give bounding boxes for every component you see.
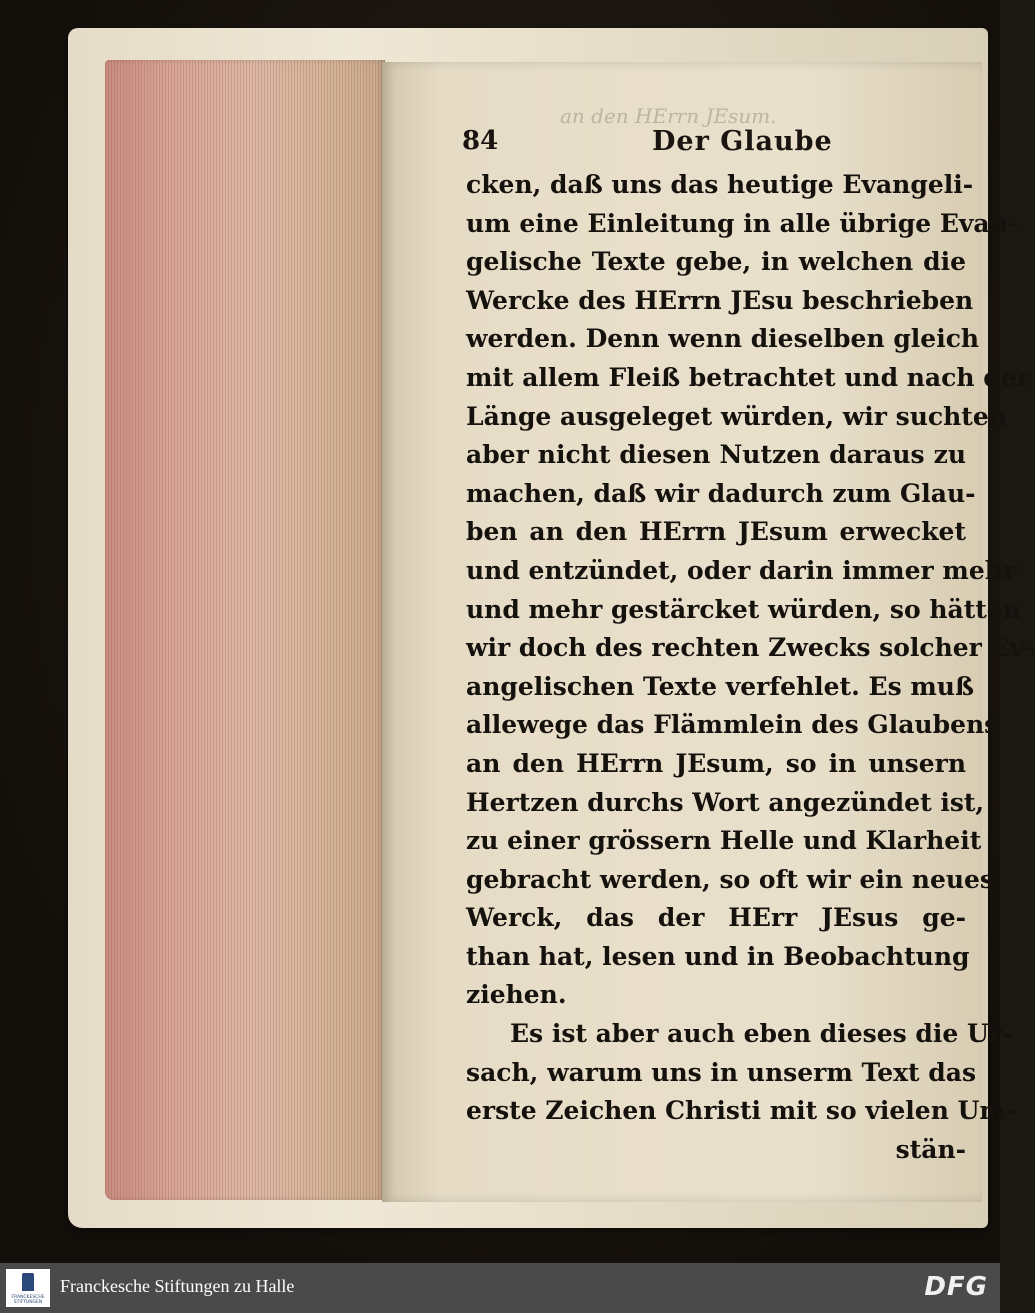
text-line: zu einer grössern Helle und Klarheit	[466, 826, 982, 856]
text-line: mit allem Fleiß betrachtet und nach der	[466, 362, 1030, 392]
text-line: gebracht werden, so oft wir ein neues	[466, 864, 995, 894]
bleed-through-text: an den HErrn JEsum.	[560, 104, 777, 128]
text-line: angelischen Texte verfehlet. Es muß	[466, 671, 974, 701]
text-line: allewege das Flämmlein des Glaubens	[466, 710, 999, 740]
text-line: ziehen.	[466, 980, 567, 1010]
text-line: Wercke des HErrn JEsu beschrieben	[466, 285, 974, 315]
text-line: machen, daß wir dadurch zum Glau-	[466, 478, 976, 508]
text-line: cken, daß uns das heutige Evangeli-	[466, 170, 974, 199]
page-header	[462, 126, 972, 166]
logo-text: FRANCKESCHE STIFTUNGEN	[11, 1295, 45, 1305]
footer-bar	[0, 1263, 1000, 1313]
text-line: und entzündet, oder darin immer mehr	[466, 555, 1017, 585]
page-text	[466, 166, 1035, 1169]
text-line: werden. Denn wenn dieselben gleich	[466, 324, 980, 354]
text-line: erste Zeichen Christi mit so vielen Um-	[466, 1096, 1017, 1126]
text-line: an den HErrn JEsum, so in unsern	[466, 748, 966, 778]
page-edges	[105, 60, 385, 1200]
text-line: than hat, lesen und in Beobachtung	[466, 941, 970, 971]
running-head: Der Glaube	[652, 126, 833, 157]
text-line: gelische Texte gebe, in welchen die	[466, 247, 966, 277]
text-line: Hertzen durchs Wort angezündet ist,	[466, 787, 985, 817]
institution-logo[interactable]	[6, 1269, 50, 1307]
text-line: sach, warum uns in unserm Text das	[466, 1057, 977, 1087]
text-line: Werck, das der HErr JEsus ge-	[466, 903, 966, 933]
text-line: ben an den HErrn JEsum erwecket	[466, 517, 966, 547]
text-line: und mehr gestärcket würden, so hätten	[466, 594, 1021, 624]
text-line: Es ist aber auch eben dieses die Ur-	[510, 1019, 1013, 1049]
text-line: aber nicht diesen Nutzen daraus zu	[466, 440, 966, 470]
text-line: wir doch des rechten Zwecks solcher Ev-	[466, 633, 1035, 663]
catchword: stän-	[895, 1134, 966, 1164]
orphanage-building-icon	[22, 1273, 34, 1291]
page-number: 84	[462, 126, 499, 156]
institution-name: Franckesche Stiftungen zu Halle	[60, 1276, 295, 1296]
text-line: Länge ausgeleget würden, wir suchten	[466, 401, 1007, 431]
dfg-logo[interactable]: DFG	[924, 1272, 988, 1302]
text-line: um eine Einleitung in alle übrige Evan-	[466, 208, 1019, 238]
